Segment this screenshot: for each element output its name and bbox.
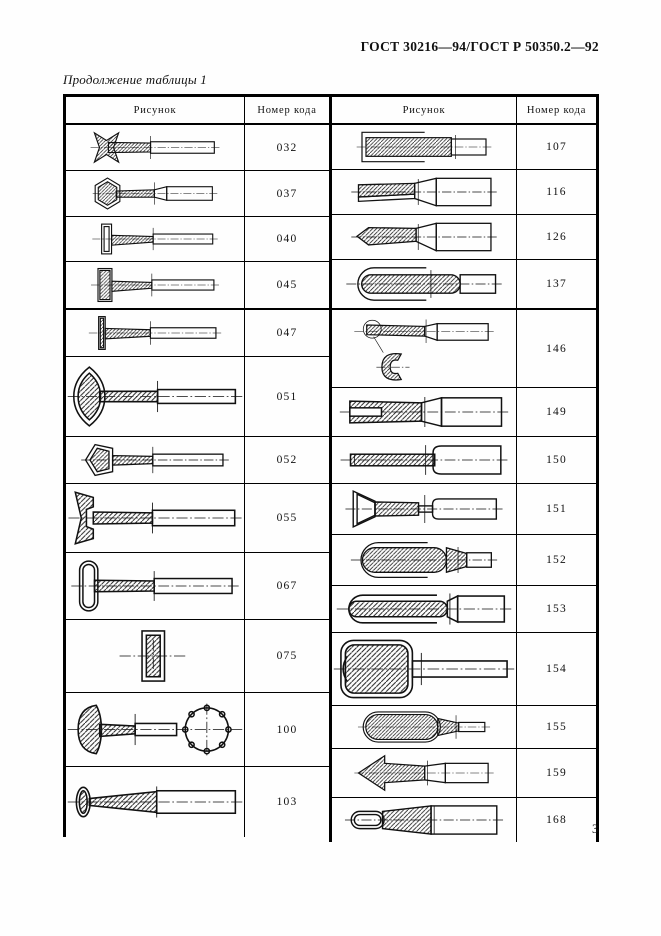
table-row xyxy=(65,553,330,620)
code-value: 155 xyxy=(517,706,598,749)
page-number: 3 xyxy=(592,822,599,836)
round-end-cylinder-burr-drawing xyxy=(331,535,517,586)
figure-svg xyxy=(66,266,244,304)
table-row xyxy=(331,798,598,843)
figure-svg xyxy=(66,697,244,762)
bullet-tip-burr-drawing xyxy=(331,798,517,843)
code-value: 150 xyxy=(517,437,598,484)
table-row xyxy=(65,171,330,217)
figure-svg xyxy=(66,441,244,479)
figure-svg xyxy=(66,771,244,833)
table-row xyxy=(65,620,330,693)
code-value: 037 xyxy=(245,171,330,217)
figure-svg xyxy=(332,488,516,530)
code-value: 126 xyxy=(517,215,598,260)
figure-svg xyxy=(66,624,244,688)
table-row xyxy=(331,309,598,388)
table-row xyxy=(65,217,330,262)
header-row xyxy=(65,96,330,125)
table-row xyxy=(65,484,330,553)
figure-svg xyxy=(332,637,516,701)
figure-svg xyxy=(66,488,244,548)
code-value: 168 xyxy=(546,814,567,826)
code-value: 067 xyxy=(245,553,330,620)
column-header-figure-right: Рисунок xyxy=(331,96,517,125)
code-value: 116 xyxy=(517,170,598,215)
pointed-blade-burr-drawing xyxy=(331,215,517,260)
concave-spool-head-burr-drawing xyxy=(65,124,245,171)
figure-svg xyxy=(332,392,516,432)
figure-svg xyxy=(332,590,516,628)
code-value: 032 xyxy=(245,124,330,171)
table-row xyxy=(65,309,330,357)
column-header-code-right: Номер кода xyxy=(517,96,598,125)
table-row xyxy=(331,535,598,586)
figure-svg xyxy=(66,175,244,212)
sleeved-rod-burr-drawing xyxy=(331,124,517,170)
rect-tee-head-burr-drawing xyxy=(65,262,245,310)
table-row xyxy=(331,484,598,535)
table-row xyxy=(331,260,598,310)
figure-svg xyxy=(332,441,516,479)
flat-tee-head-burr-drawing xyxy=(65,217,245,262)
table-row xyxy=(331,437,598,484)
code-value: 154 xyxy=(517,633,598,706)
square-block-head-burr-drawing xyxy=(331,633,517,706)
figure-svg xyxy=(66,221,244,257)
document-header: ГОСТ 30216—94/ГОСТ Р 50350.2—92 xyxy=(360,39,599,54)
figure-svg xyxy=(66,361,244,432)
oblong-flat-head-burr-drawing xyxy=(331,706,517,749)
edge-wheel-view-drawing xyxy=(65,620,245,693)
figure-svg xyxy=(332,710,516,744)
table-row xyxy=(65,693,330,767)
thin-tee-head-burr-drawing xyxy=(65,309,245,357)
code-value: 052 xyxy=(245,437,330,484)
code-value: 103 xyxy=(276,796,298,808)
header-row xyxy=(331,96,598,125)
figure-svg xyxy=(332,219,516,255)
notched-bracket-head-burr-drawing xyxy=(65,484,245,553)
table-row xyxy=(65,437,330,484)
code-value: 153 xyxy=(517,586,598,633)
figure-svg xyxy=(332,174,516,210)
narrow-round-end-burr-drawing xyxy=(331,586,517,633)
table-row xyxy=(331,388,598,437)
table-row xyxy=(331,124,598,170)
slotted-rod-burr-drawing xyxy=(331,388,517,437)
code-value: 152 xyxy=(517,535,598,586)
figure-svg xyxy=(332,753,516,793)
table-caption: Продолжение таблицы 1 xyxy=(63,72,207,87)
figure-svg xyxy=(332,264,516,304)
oblong-head-burr-drawing xyxy=(65,553,245,620)
table-row xyxy=(331,706,598,749)
dome-head-with-end-view-drawing xyxy=(65,693,245,767)
pentagon-head-burr-drawing xyxy=(65,437,245,484)
code-value: 137 xyxy=(517,260,598,310)
table-row xyxy=(331,749,598,798)
table-row xyxy=(65,357,330,437)
table-row xyxy=(65,262,330,310)
right-table xyxy=(329,94,599,842)
flat-blade-burr-drawing xyxy=(331,170,517,215)
arrow-head-burr-drawing xyxy=(331,749,517,798)
code-value: 040 xyxy=(245,217,330,262)
ball-head-taper-burr-drawing xyxy=(65,767,245,838)
column-header-figure-left: Рисунок xyxy=(65,96,245,125)
left-table xyxy=(63,94,329,837)
table-row xyxy=(65,767,330,838)
table-row xyxy=(331,586,598,633)
curl-hook-with-detail-drawing xyxy=(331,309,517,388)
code-value: 100 xyxy=(245,693,330,767)
code-value: 075 xyxy=(245,620,330,693)
code-value: 047 xyxy=(245,309,330,357)
figure-svg xyxy=(66,557,244,615)
pointed-oval-head-burr-drawing xyxy=(65,357,245,437)
figure-svg xyxy=(332,314,516,383)
hexagon-head-burr-drawing xyxy=(65,171,245,217)
table-row xyxy=(331,170,598,215)
code-value: 151 xyxy=(517,484,598,535)
code-value: 107 xyxy=(517,124,598,170)
code-value: 055 xyxy=(245,484,330,553)
countersink-head-burr-drawing xyxy=(331,484,517,535)
figure-svg xyxy=(332,129,516,165)
figure-svg xyxy=(332,802,516,838)
code-value: 051 xyxy=(245,357,330,437)
table-row xyxy=(331,215,598,260)
code-value: 159 xyxy=(517,749,598,798)
code-value: 146 xyxy=(517,309,598,388)
figure-svg xyxy=(66,129,244,166)
column-header-code-left: Номер кода xyxy=(245,96,330,125)
round-end-rod-burr-drawing xyxy=(331,260,517,310)
figure-svg xyxy=(332,539,516,581)
table-row xyxy=(331,633,598,706)
code-value: 149 xyxy=(517,388,598,437)
thin-rod-burr-drawing xyxy=(331,437,517,484)
code-table xyxy=(63,94,599,842)
figure-svg xyxy=(66,314,244,352)
table-row xyxy=(65,124,330,171)
code-value: 045 xyxy=(245,262,330,310)
